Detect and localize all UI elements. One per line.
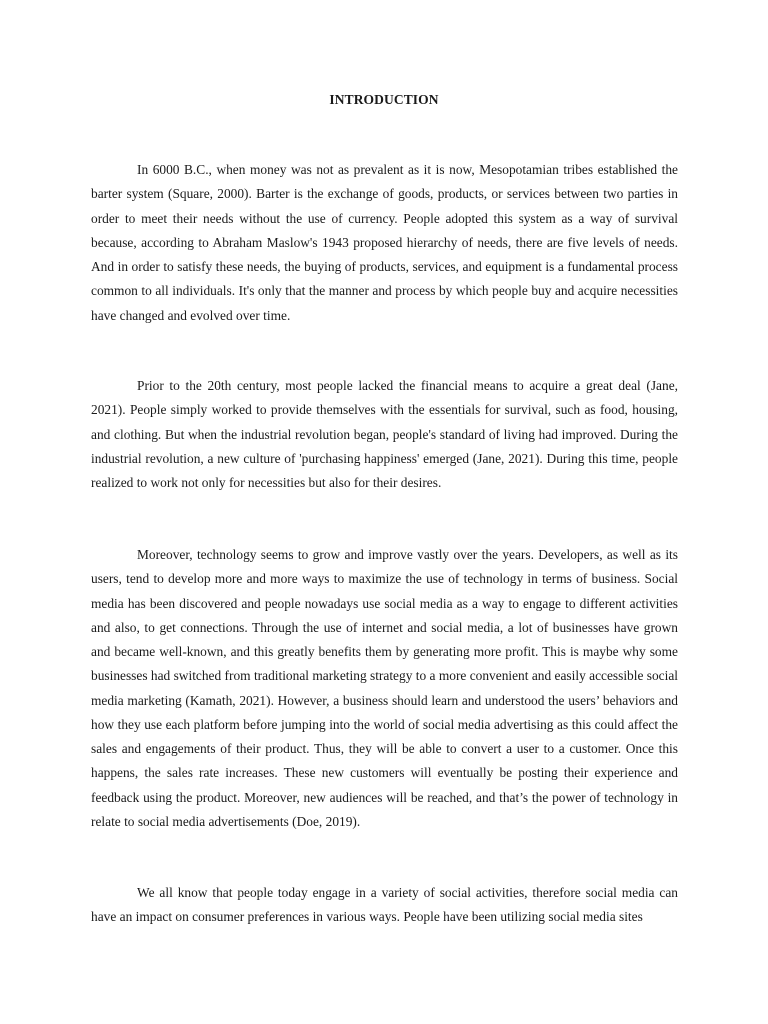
- document-title: INTRODUCTION: [329, 92, 439, 107]
- paragraph-social-activities: We all know that people today engage in a variety of social activities, therefore social media can have an impact on consumer preferences in various ways. People have been utilizing social media sites: [91, 885, 678, 925]
- paragraph-technology: Moreover, technology seems to grow and improve vastly over the years. Developers, as well as its users, tend to develop more and more ways to maximize the use of technology in terms of business. Social media has been discovered and people nowadays use social media as a way to engage to different activities and also, to get connections. Through the use of internet and social media, a lot of businesses have grown and became well-known, and this greatly benefits them by generating more profit. This is maybe why some businesses had switched from traditional marketing strategy to a more convenient and easily accessible social media marketing (Kamath, 2021). However, a business should learn and understood the users’ behaviors and how they use each platform before jumping into the world of social media advertising as this could affect the sales and engagements of their product. Thus, they will be able to convert a user to a customer. Once this happens, the sales rate increases. These new customers will eventually be posting their experience and feedback using the product. Moreover, new audiences will be reached, and that’s the power of technology in relate to social media advertisements (Doe, 2019).: [91, 547, 678, 829]
- paragraph-twentieth-century: Prior to the 20th century, most people lacked the financial means to acquire a great deal (Jane, 2021). People simply worked to provide themselves with the essentials for survival, such as food, housing, and clothing. But when the industrial revolution began, people's standard of living had improved. During the industrial revolution, a new culture of 'purchasing happiness' emerged (Jane, 2021). During this time, people realized to work not only for necessities but also for their desires.: [91, 378, 678, 490]
- paragraph-barter-system: In 6000 B.C., when money was not as prevalent as it is now, Mesopotamian tribes established the barter system (Square, 2000). Barter is the exchange of goods, products, or services between two parties in order to meet their needs without the use of currency. People adopted this system as a way of survival because, according to Abraham Maslow's 1943 proposed hierarchy of needs, there are five levels of needs. And in order to satisfy these needs, the buying of products, services, and equipment is a fundamental process common to all individuals. It's only that the manner and process by which people buy and acquire necessities have changed and evolved over time.: [91, 162, 678, 323]
